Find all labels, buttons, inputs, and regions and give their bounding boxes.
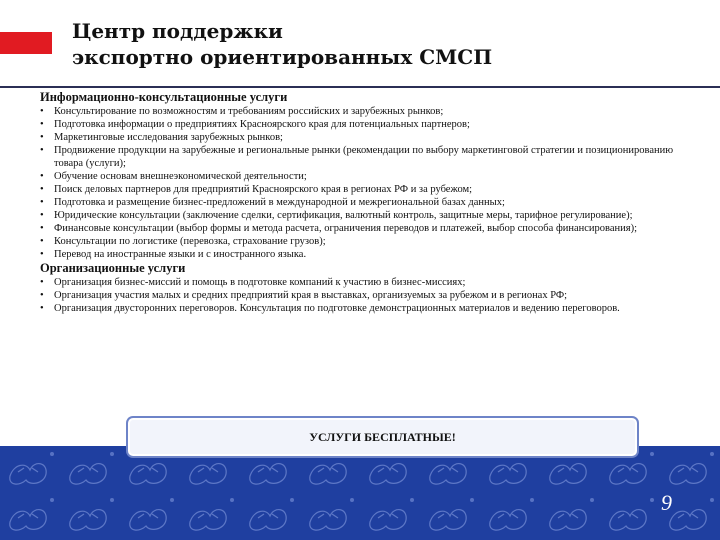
footer-pattern — [0, 446, 720, 540]
section-heading-info: Информационно-консультационные услуги — [40, 90, 288, 104]
list-item: • Обучение основам внешнеэкономической деятельности; — [40, 171, 307, 182]
list-item: • Юридические консультации (заключение сделки, сертификация, валютный контроль, защитные меры, тарифное регулирование); — [40, 210, 633, 221]
list-item: • Консультации по логистике (перевозка, страхование грузов); — [40, 236, 326, 247]
list-item: • Перевод на иностранные языки и с иностранного языка. — [40, 249, 307, 260]
slide-content — [40, 90, 690, 315]
list-item: • Организация двусторонних переговоров. Консультация по подготовке демонстрационных материалов и ведению переговоров. — [40, 303, 620, 314]
info-services-list — [40, 105, 690, 261]
section-heading-org: Организационные услуги — [40, 261, 186, 275]
list-item: • Консультирование по возможностям и требованиям российских и зарубежных рынков; — [40, 106, 444, 117]
list-item: • Продвижение продукции на зарубежные и региональные рынки (рекомендации по выбору маркетинговой стратегии и позиционированию товара (услуги); — [40, 145, 674, 169]
org-services-list — [40, 276, 690, 315]
title-line-2: экспортно ориентированных СМСП — [72, 45, 493, 69]
banner-text: УСЛУГИ БЕСПЛАТНЫЕ! — [309, 429, 456, 444]
list-item: • Поиск деловых партнеров для предприятий Красноярского края в регионах РФ и за рубежом; — [40, 184, 473, 195]
accent-bar — [0, 32, 52, 54]
free-services-banner — [128, 418, 637, 456]
list-item: • Подготовка и размещение бизнес-предложений в международной и межрегиональной базах данных; — [40, 197, 505, 208]
title-line-1: Центр поддержки — [72, 19, 283, 43]
list-item: • Подготовка информации о предприятиях Красноярского края для потенциальных партнеров; — [40, 119, 470, 130]
list-item: • Организация бизнес-миссий и помощь в подготовке компаний к участию в бизнес-миссиях; — [40, 277, 466, 288]
decorative-pattern — [0, 446, 720, 540]
title-divider — [0, 86, 720, 88]
list-item: • Организация участия малых и средних предприятий края в выставках, организуемых за рубежом и в регионах РФ; — [40, 290, 568, 301]
page-number: 9 — [661, 490, 672, 515]
list-item: • Финансовые консультации (выбор формы и метода расчета, ограничения переводов и платежей, выбор способа финансирования); — [40, 223, 638, 234]
list-item: • Маркетинговые исследования зарубежных рынков; — [40, 132, 283, 143]
page-title — [72, 18, 492, 70]
